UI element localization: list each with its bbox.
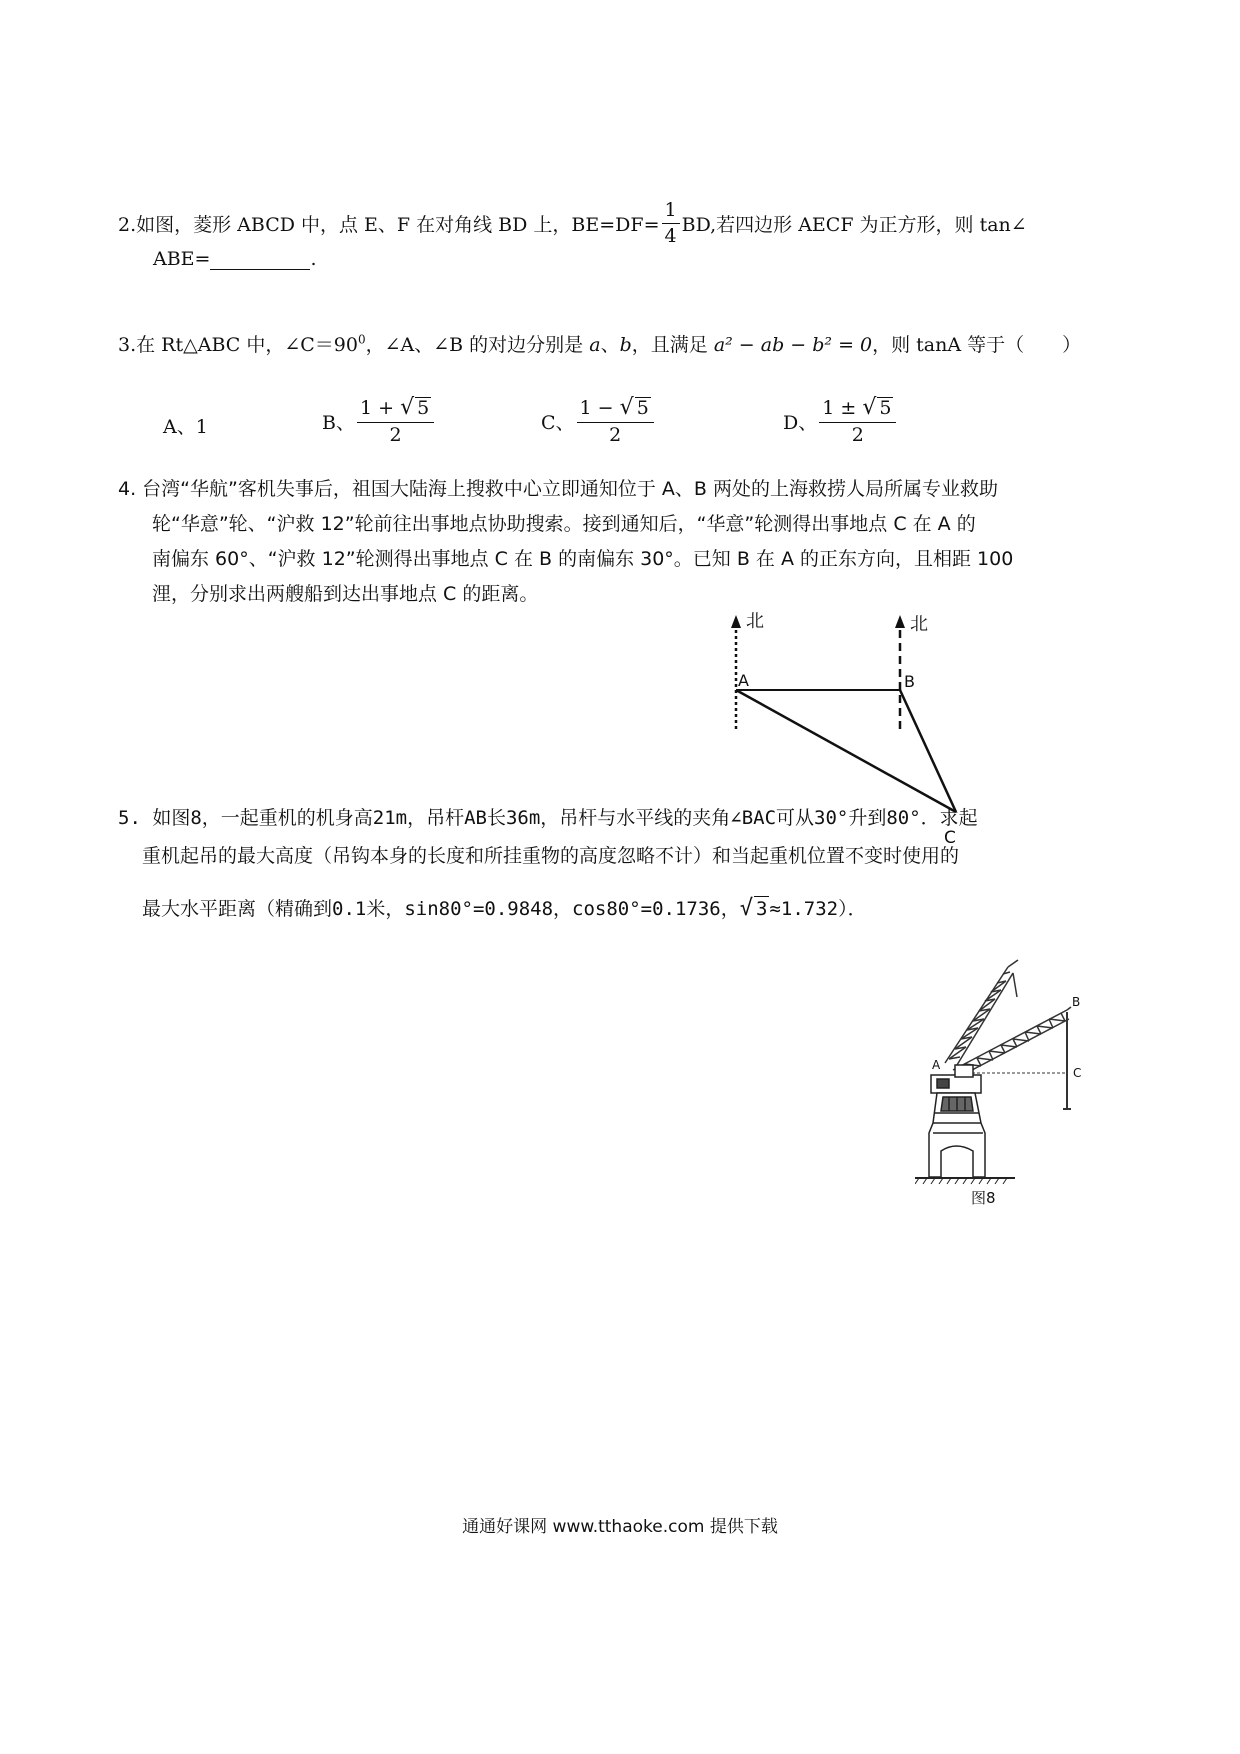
q3-option-b-label: B、	[322, 411, 355, 434]
q3-option-d-label: D、	[783, 411, 818, 434]
crane-body	[929, 1093, 985, 1177]
q2-frac-num: 1	[662, 200, 680, 224]
q3-option-b-den: 2	[389, 424, 402, 447]
figure-caption: 图8	[971, 1189, 996, 1205]
q3-option-d-den: 2	[851, 424, 864, 447]
q3-option-d-fraction: $\frac{1 \pm √ 5}{2}$	[819, 396, 896, 446]
q3-option-b-fraction: $\frac{1 + √ 5}{2}$	[357, 396, 434, 446]
q3-option-c-num: 1 −	[579, 397, 614, 419]
q3-option-d-rad: 5	[879, 397, 892, 419]
q2-text-post: BD,若四边形 AECF 为正方形，则 tan∠	[681, 213, 1027, 236]
q2-line2-text: ABE=	[153, 248, 211, 270]
q5-line3-post: ≈1.732）．	[769, 898, 867, 920]
segment-ac	[736, 690, 956, 812]
q5-text	[120, 806, 1160, 921]
q3-var-b: b	[619, 334, 632, 356]
q4-line2: 轮“华意”轮、“沪救 12”轮前往出事地点协助搜索。接到通知后，“华意”轮测得出事地点 C 在 A 的	[152, 513, 976, 535]
crane-label-c: C	[1073, 1066, 1082, 1080]
q3-stem-mid2: ，且满足	[631, 334, 708, 356]
q3-degree-sup: 0	[357, 332, 366, 347]
q2-frac-den: 4	[664, 224, 677, 247]
crane-label-b: B	[1072, 995, 1081, 1009]
q3-option-d[interactable]	[783, 396, 898, 446]
q2-fraction	[662, 200, 680, 247]
q3-stem-mid: ，∠A、∠B 的对边分别是	[365, 334, 584, 356]
north-arrow-b-icon	[895, 615, 905, 628]
q5-line3-pre: 最大水平距离（精确到0.1米，sin80°=0.9848，cos80°=0.1736，	[142, 898, 740, 920]
q3-option-b-rad: 5	[417, 397, 430, 419]
segment-bc	[900, 690, 956, 812]
q5-line2: 重机起吊的最大高度（吊钩本身的长度和所挂重物的高度忽略不计）和当起重机位置不变时使用的	[142, 845, 960, 867]
north-arrow-a-icon	[731, 615, 741, 628]
q3-option-d-num: 1 ±	[822, 397, 857, 419]
q3-stem-post: ，则 tanA 等于（ ）	[872, 334, 1082, 356]
q3-option-b-num: 1 +	[359, 397, 395, 419]
q5-line3: 最大水平距离（精确到0.1米，sin80°=0.9848，cos80°=0.1736，√ 3 ≈1.732）．	[142, 896, 867, 921]
q4-text	[120, 472, 1160, 612]
point-c-label: C	[944, 828, 956, 848]
q3-var-a: a	[589, 334, 601, 356]
q3-option-c-fraction: $\frac{1 - √ 5}{2}$	[577, 396, 654, 446]
page-footer: 通通好课网 www.tthaoke.com 提供下载	[462, 1517, 778, 1537]
q3-option-c-rad: 5	[636, 397, 649, 419]
q5-line1: 5. 如图8，一起重机的机身高21m，吊杆AB长36m，吊杆与水平线的夹角∠BAC可从30°升到80°．求起	[118, 807, 978, 829]
q5-crane-figure	[915, 955, 1095, 1205]
north-label-a: 北	[746, 611, 764, 632]
q3-option-a-label: A、1	[163, 416, 208, 438]
q3-option-a[interactable]	[163, 412, 208, 439]
q2-line1	[118, 200, 1027, 247]
q4-line1: 4. 台湾“华航”客机失事后，祖国大陆海上搜救中心立即通知位于 A、B 两处的上海救捞人局所属专业救助	[118, 478, 998, 500]
north-label-b: 北	[910, 614, 928, 635]
q3-equation: a² − ab − b² = 0	[713, 334, 873, 356]
crane-label-a: A	[932, 1058, 941, 1072]
q3-option-b[interactable]	[322, 396, 436, 446]
q3-sep: 、	[600, 334, 620, 356]
q4-line4: 浬，分别求出两艘船到达出事地点 C 的距离。	[152, 583, 539, 605]
q3-stem	[118, 330, 1081, 357]
q3-stem-pre: 3.在 Rt△ABC 中，∠C＝90	[118, 334, 358, 356]
q2-line2: ABE= .	[153, 248, 317, 270]
q4-line3: 南偏东 60°、“沪救 12”轮测得出事地点 C 在 B 的南偏东 30°。已知 B 在 A 的正东方向，且相距 100	[152, 548, 1014, 570]
q5-line3-rad: 3	[755, 898, 768, 920]
q3-option-c-den: 2	[609, 424, 622, 447]
point-b-label: B	[904, 672, 915, 691]
q3-option-c[interactable]	[541, 396, 656, 446]
crane-boom-raised	[945, 960, 1018, 1065]
q2-text-pre: 2.如图，菱形 ABCD 中，点 E、F 在对角线 BD 上，BE=DF=	[118, 213, 660, 236]
q2-answer-blank	[210, 251, 310, 270]
q3-option-c-label: C、	[541, 411, 575, 434]
point-a-label: A	[738, 671, 749, 690]
